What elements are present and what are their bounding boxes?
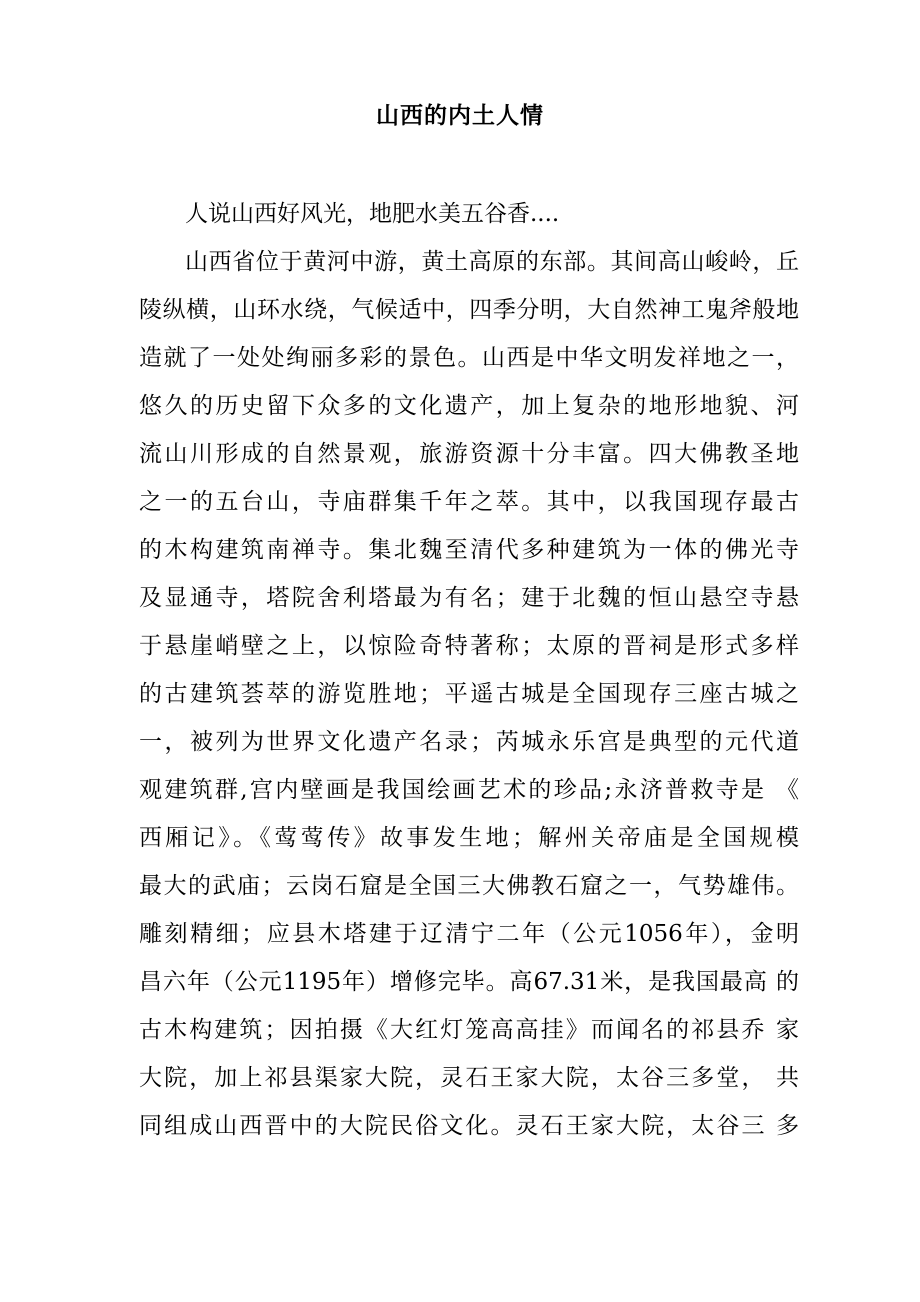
paragraph-line-20: 同组成山西晋中的大院民俗文化。灵石王家大院，太谷三 多 bbox=[139, 1113, 799, 1139]
paragraph-line-4: 造就了一处处绚丽多彩的景色。山西是中华文明发祥地之一， bbox=[139, 345, 799, 371]
paragraph-line-8: 的木构建筑南禅寺。集北魏至清代多种建筑为一体的佛光寺 bbox=[139, 537, 799, 563]
paragraph-line-18: 古木构建筑；因拍摄《大红灯笼高高挂》而闻名的祁县乔 家 bbox=[139, 1017, 799, 1043]
paragraph-line-6: 流山川形成的自然景观，旅游资源十分丰富。四大佛教圣地 bbox=[139, 441, 799, 467]
paragraph-line-3: 陵纵横，山环水绕，气候适中，四季分明，大自然神工鬼斧般地 bbox=[139, 297, 799, 323]
paragraph-line-11: 的古建筑荟萃的游览胜地；平遥古城是全国现存三座古城之 bbox=[139, 681, 799, 707]
paragraph-line-17: 昌六年（公元1195年）增修完毕。高67.31米，是我国最高 的 bbox=[139, 969, 799, 995]
paragraph-line-12: 一，被列为世界文化遗产名录；芮城永乐宫是典型的元代道 bbox=[139, 729, 799, 755]
paragraph-line-13: 观建筑群,宫内壁画是我国绘画艺术的珍品;永济普救寺是 《 bbox=[139, 777, 799, 803]
paragraph-line-16: 雕刻精细；应县木塔建于辽清宁二年（公元1056年），金明 bbox=[139, 921, 799, 947]
paragraph-line-19: 大院，加上祁县渠家大院，灵石王家大院，太谷三多堂， 共 bbox=[139, 1065, 799, 1091]
paragraph-line-14: 西厢记》。《莺莺传》故事发生地；解州关帝庙是全国规模 bbox=[139, 825, 799, 851]
paragraph-line-9: 及显通寺，塔院舍利塔最为有名；建于北魏的恒山悬空寺悬 bbox=[139, 585, 799, 611]
paragraph-line-5: 悠久的历史留下众多的文化遗产，加上复杂的地形地貌、河 bbox=[139, 393, 799, 419]
paragraph-line-2: 山西省位于黄河中游，黄土高原的东部。其间高山峻岭，丘 bbox=[185, 249, 799, 275]
paragraph-line-15: 最大的武庙；云岗石窟是全国三大佛教石窟之一，气势雄伟。 bbox=[139, 873, 799, 899]
paragraph-line-1: 人说山西好风光，地肥水美五谷香.... bbox=[185, 201, 560, 227]
paragraph-line-7: 之一的五台山，寺庙群集千年之萃。其中，以我国现存最古 bbox=[139, 489, 799, 515]
document-title: 山西的内土人情 bbox=[376, 102, 544, 129]
paragraph-line-10: 于悬崖峭壁之上，以惊险奇特著称；太原的晋祠是形式多样 bbox=[139, 633, 799, 659]
